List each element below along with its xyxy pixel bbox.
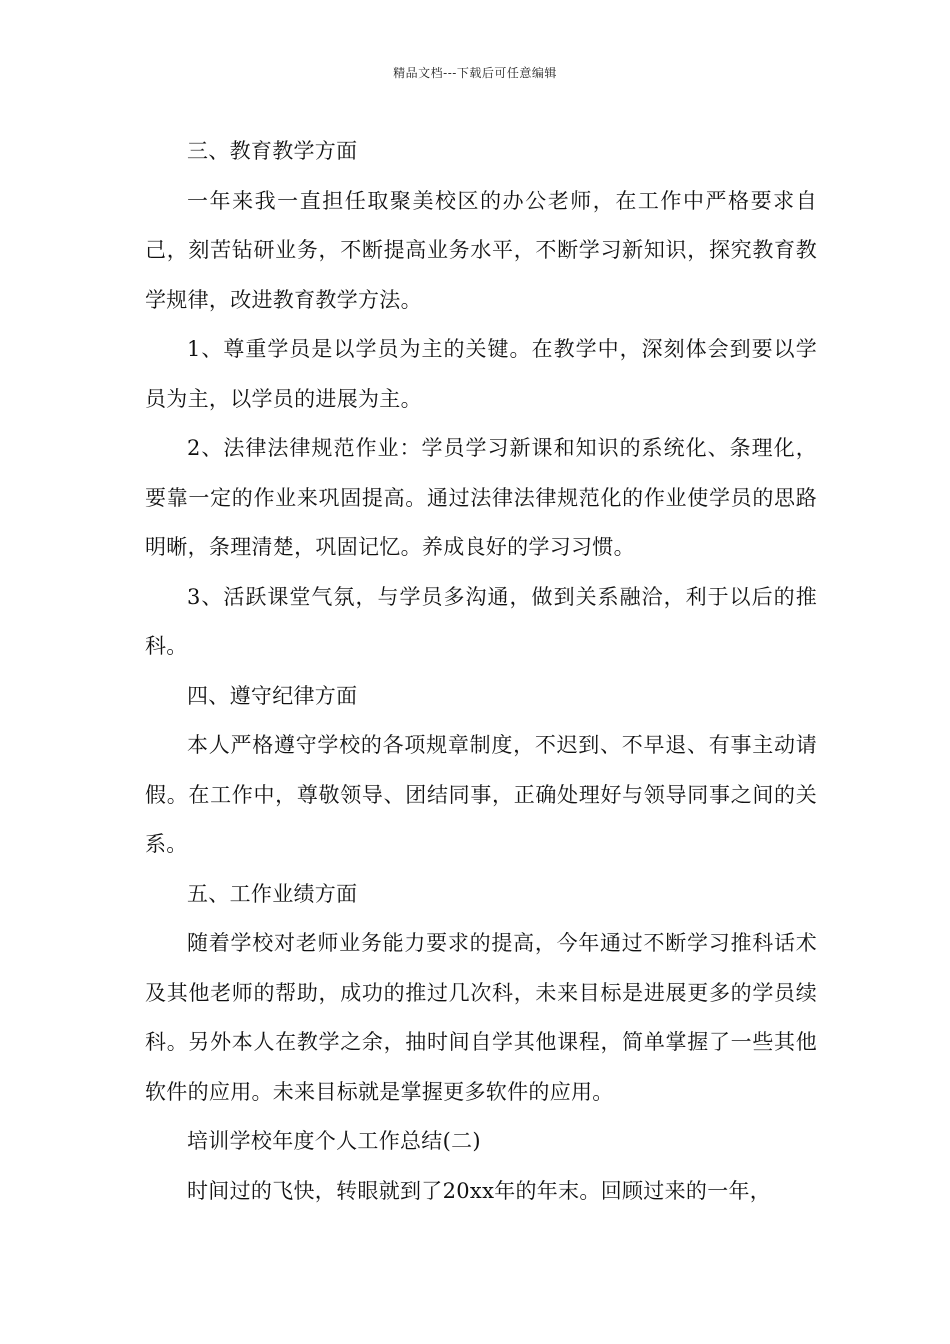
section-heading-discipline: 四、遵守纪律方面 (187, 683, 358, 708)
document-body (145, 127, 817, 1216)
section-heading-performance: 五、工作业绩方面 (187, 881, 358, 906)
paragraph-second-intro: 时间过的飞快，转眼就到了20xx年的年末。回顾过来的一年， (187, 1178, 772, 1203)
paragraph-point-3: 3、活跃课堂气氛，与学员多沟通，做到关系融洽，利于以后的推科。 (145, 584, 817, 658)
paragraph-point-2: 2、法律法律规范作业：学员学习新课和知识的系统化、条理化，要靠一定的作业来巩固提高。通过法律法律规范化的作业使学员的思路明晰，条理清楚，巩固记忆。养成良好的学习习惯。 (145, 436, 817, 559)
paragraph-teaching-intro: 一年来我一直担任取聚美校区的办公老师，在工作中严格要求自己，刻苦钻研业务，不断提高业务水平，不断学习新知识，探究教育教学规律，改进教育教学方法。 (145, 188, 817, 312)
paragraph-discipline: 本人严格遵守学校的各项规章制度，不迟到、不早退、有事主动请假。在工作中，尊敬领导、团结同事，正确处理好与领导同事之间的关系。 (145, 733, 817, 856)
page-header: 精品文档---下载后可任意编辑 (393, 66, 557, 80)
section-heading-teaching: 三、教育教学方面 (187, 139, 358, 163)
document-subtitle: 培训学校年度个人工作总结(二) (187, 1129, 481, 1153)
paragraph-point-1: 1、尊重学员是以学员为主的关键。在教学中，深刻体会到要以学员为主，以学员的进展为主。 (145, 337, 817, 411)
paragraph-performance: 随着学校对老师业务能力要求的提高，今年通过不断学习推科话术及其他老师的帮助，成功的推过几次科，未来目标是进展更多的学员续科。另外本人在教学之余，抽时间自学其他课程，简单掌握了一些其他软件的应用。未来目标就是掌握更多软件的应用。 (145, 931, 817, 1104)
